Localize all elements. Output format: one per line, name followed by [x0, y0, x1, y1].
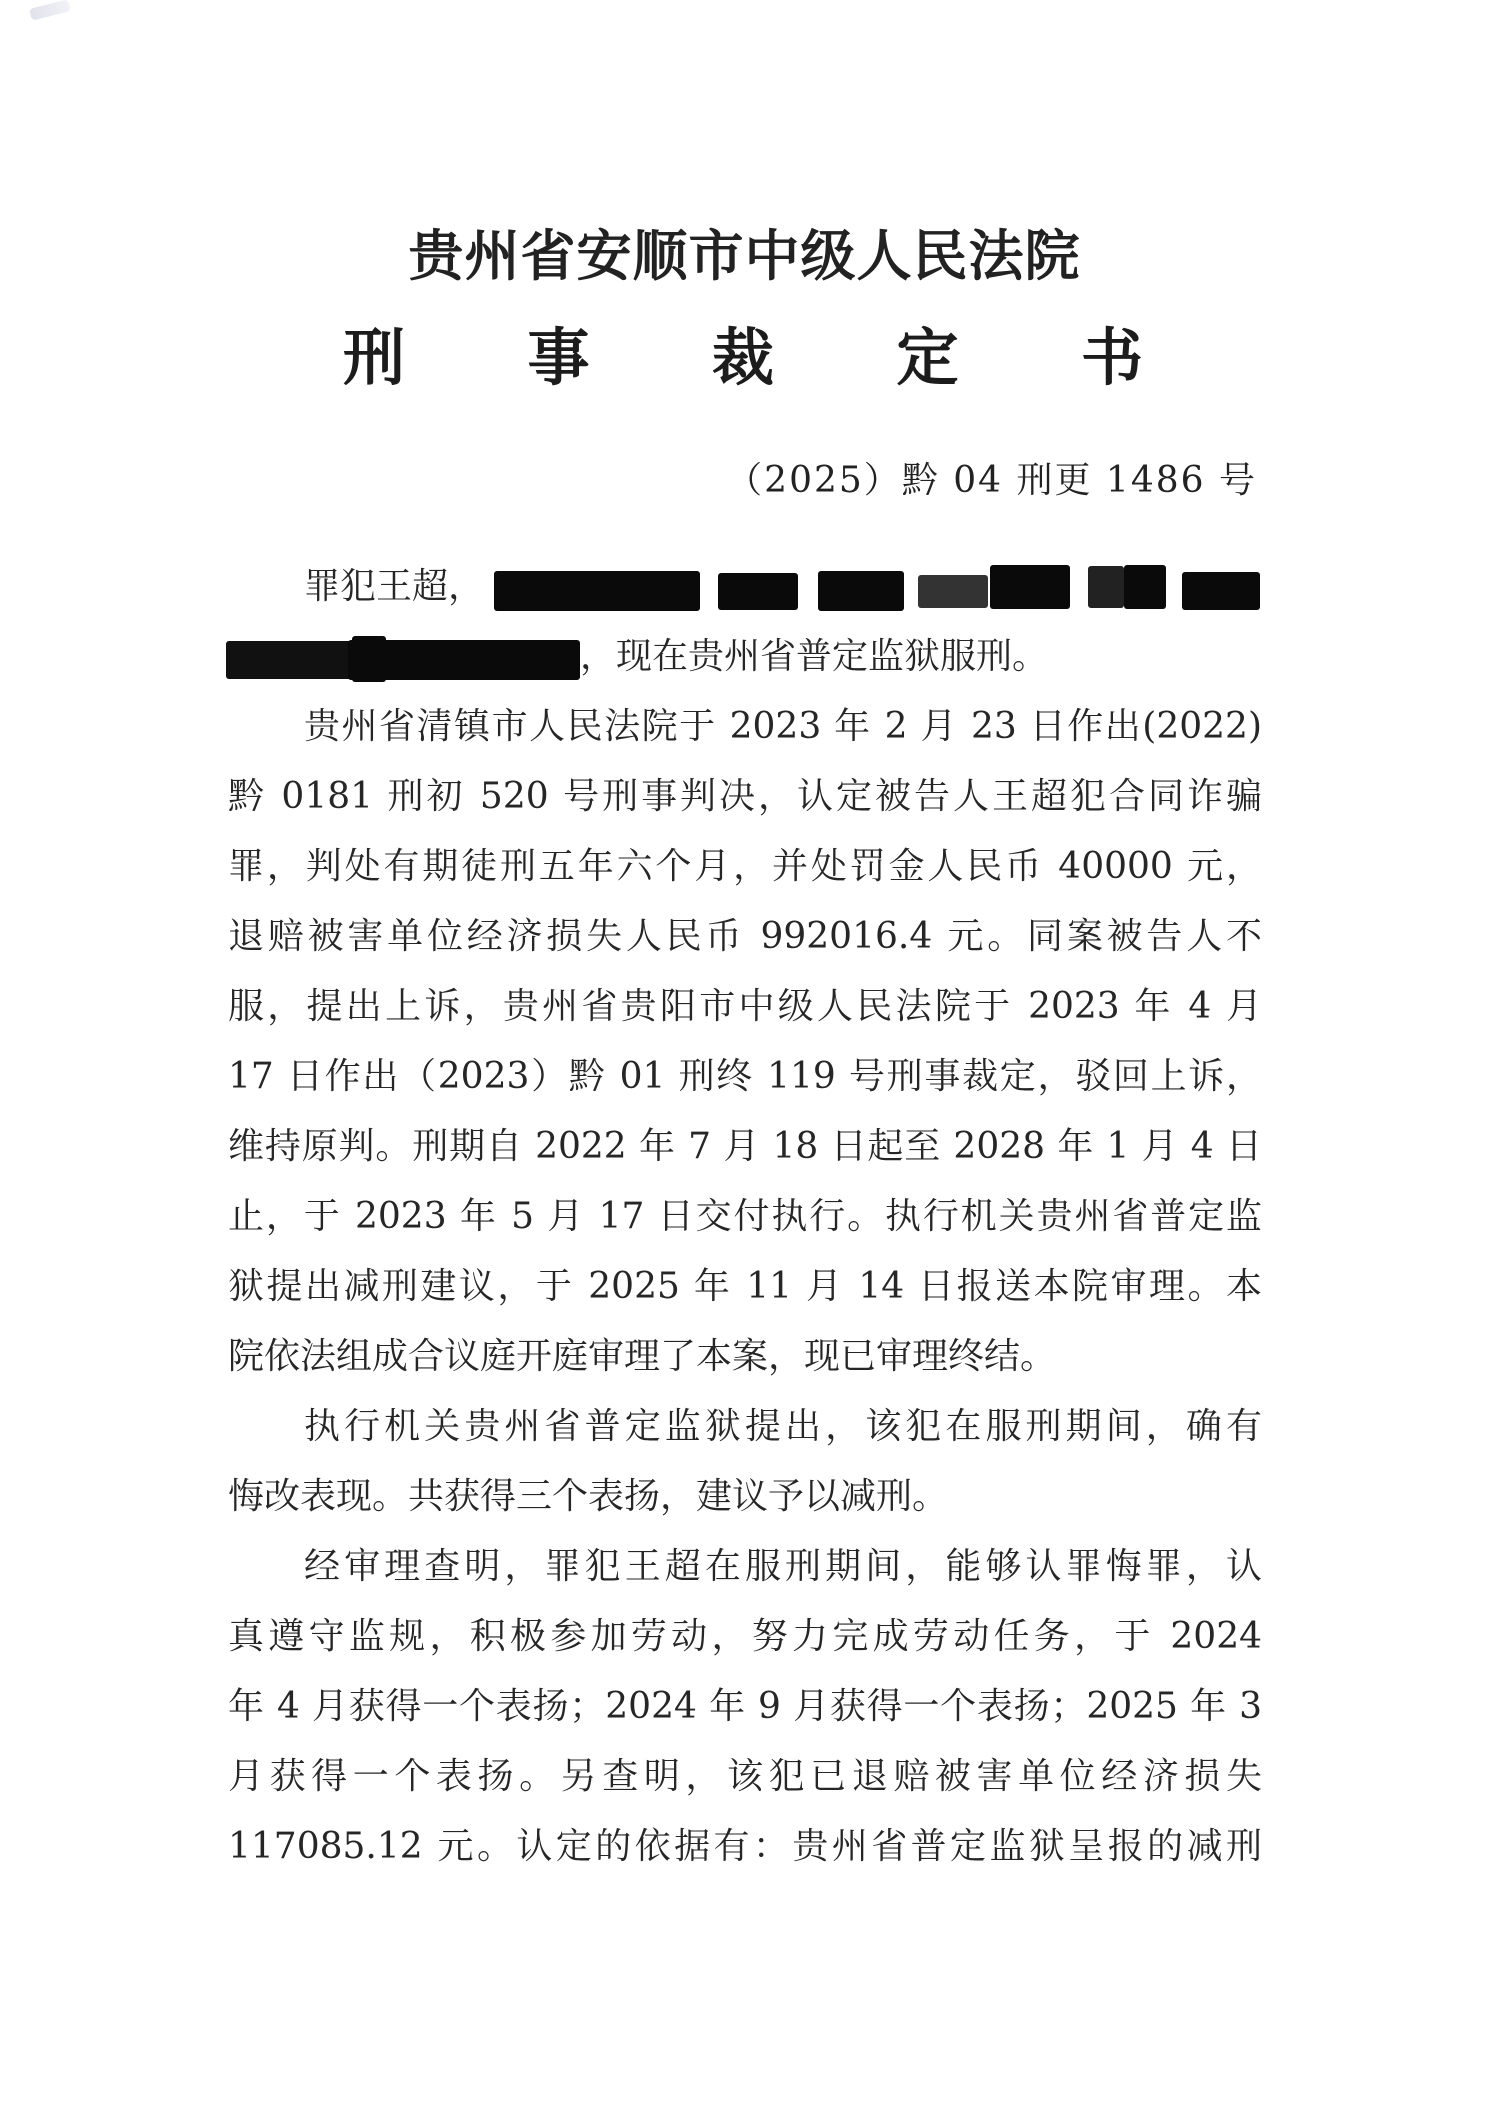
doc-type-char: 定	[896, 321, 959, 394]
redaction-block	[226, 641, 354, 679]
redaction-block	[918, 575, 988, 608]
paragraph-line: 执行机关贵州省普定监狱提出，该犯在服刑期间，确有	[304, 1406, 1262, 1447]
paragraph-line: 退赔被害单位经济损失人民币 992016.4 元。同案被告人不	[228, 916, 1262, 957]
custody-statement: ，现在贵州省普定监狱服刑。	[580, 636, 1049, 677]
paragraph-line: 维持原判。刑期自 2022 年 7 月 18 日起至 2028 年 1 月 4 日	[228, 1126, 1262, 1167]
redaction-block	[494, 571, 700, 611]
paragraph-line: 狱提出减刑建议，于 2025 年 11 月 14 日报送本院审理。本	[228, 1266, 1262, 1307]
paragraph-line: 罪，判处有期徒刑五年六个月，并处罚金人民币 40000 元，	[228, 846, 1262, 887]
paragraph-line: 年 4 月获得一个表扬；2024 年 9 月获得一个表扬；2025 年 3	[228, 1686, 1262, 1727]
redaction-block	[718, 573, 798, 610]
paragraph-line: 悔改表现。共获得三个表扬，建议予以减刑。	[228, 1476, 949, 1517]
redaction-block	[818, 571, 904, 611]
doc-type-char: 书	[1080, 321, 1143, 394]
redaction-block	[1182, 572, 1260, 610]
redaction-block	[348, 640, 580, 680]
scan-artifact	[29, 0, 71, 21]
court-name-heading: 贵州省安顺市中级人民法院	[408, 224, 1081, 288]
paragraph-line: 院依法组成合议庭开庭审理了本案，现已审理终结。	[228, 1336, 1057, 1377]
doc-type-char: 事	[527, 321, 590, 394]
paragraph-line: 服，提出上诉，贵州省贵阳市中级人民法院于 2023 年 4 月	[228, 986, 1262, 1027]
redaction-block	[1124, 565, 1166, 609]
paragraph-line: 经审理查明，罪犯王超在服刑期间，能够认罪悔罪，认	[304, 1546, 1262, 1587]
paragraph-line: 月获得一个表扬。另查明，该犯已退赔被害单位经济损失	[228, 1756, 1262, 1797]
case-number: （2025）黔 04 刑更 1486 号	[726, 460, 1257, 501]
paragraph-line: 117085.12 元。认定的依据有：贵州省普定监狱呈报的减刑	[228, 1826, 1262, 1867]
redaction-block	[1088, 566, 1124, 608]
redaction-block	[990, 565, 1070, 609]
document-type-heading	[343, 308, 1143, 397]
paragraph-line: 止，于 2023 年 5 月 17 日交付执行。执行机关贵州省普定监	[228, 1196, 1262, 1237]
criminal-name-prefix: 罪犯王超，	[304, 566, 485, 607]
doc-type-char: 刑	[343, 321, 406, 394]
paragraph-line: 真遵守监规，积极参加劳动，努力完成劳动任务，于 2024	[228, 1616, 1262, 1657]
doc-type-char: 裁	[711, 321, 774, 394]
paragraph-line: 贵州省清镇市人民法院于 2023 年 2 月 23 日作出(2022)	[304, 706, 1262, 747]
paragraph-line: 黔 0181 刑初 520 号刑事判决，认定被告人王超犯合同诈骗	[228, 776, 1262, 817]
paragraph-line: 17 日作出（2023）黔 01 刑终 119 号刑事裁定，驳回上诉，	[228, 1056, 1262, 1097]
